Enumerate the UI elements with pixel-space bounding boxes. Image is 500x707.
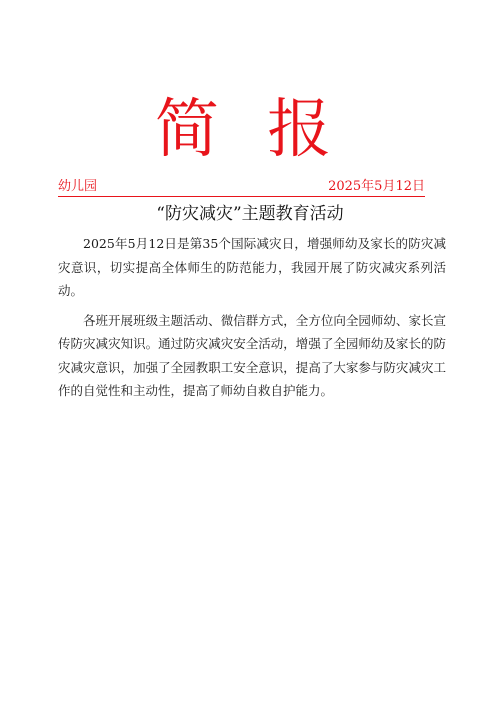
masthead-title: 简 报	[154, 93, 346, 167]
article-title: “防灾减灾”主题教育活动	[156, 204, 344, 224]
org-name: 幼儿园	[58, 179, 98, 194]
paragraph: 各班开展班级主题活动、微信群方式，全方位向全园师幼、家长宣传防灾减灾知识。通过防灾减灾安全活动，增强了全园师幼及家长的防灾减灾意识，加强了全园教职工安全意识，提高了大家参与防灾减灾工作的自觉性和主动性，提高了师幼自救自护能力。	[58, 312, 446, 398]
article-body	[58, 232, 446, 409]
issue-date: 2025年5月12日	[328, 179, 425, 194]
paragraph: 2025年5月12日是第35个国际减灾日，增强师幼及家长的防灾减灾意识，切实提高全体师生的防范能力，我园开展了防灾减灾系列活动。	[58, 236, 446, 298]
header-rule	[58, 178, 425, 197]
